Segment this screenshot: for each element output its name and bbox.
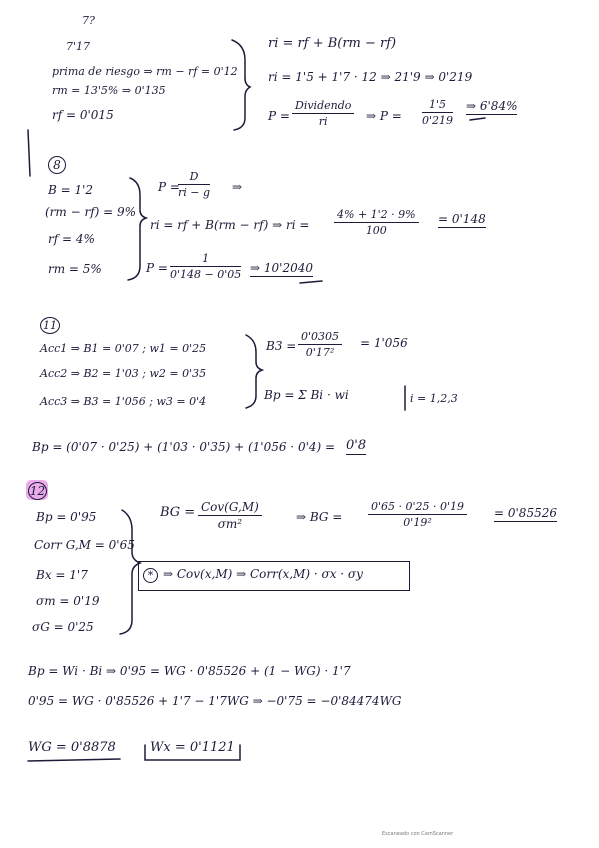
q7-p-mid: ⇒ P = bbox=[366, 109, 402, 123]
q7-p-numerator-2: 1'5 bbox=[422, 98, 453, 113]
q11-b3-fraction bbox=[298, 330, 342, 359]
q11-acc3: Acc3 ⇒ B3 = 1'056 ; w3 = 0'4 bbox=[40, 395, 207, 408]
q12-wx: Wx = 0'1121 bbox=[150, 740, 235, 755]
q12-wg: WG = 0'8878 bbox=[28, 740, 116, 755]
q12-bx: Bx = 1'7 bbox=[36, 568, 88, 582]
q8-p-label: P = bbox=[158, 180, 180, 194]
q8-p2-denominator: 0'148 − 0'05 bbox=[170, 268, 242, 281]
q8-p-fraction bbox=[178, 170, 210, 199]
q12-sigma-g: σG = 0'25 bbox=[32, 620, 94, 634]
q11-result-line: Bp = (0'07 · 0'25) + (1'03 · 0'35) + (1'056 · 0'4) = bbox=[32, 440, 336, 454]
q12-sigma-m: σm = 0'19 bbox=[36, 594, 100, 608]
q12-star-marker: * bbox=[143, 568, 158, 583]
scanner-footer: Escaneado con CamScanner bbox=[382, 831, 454, 837]
q7-ri-calc: ri = 1'5 + 1'7 · 12 ⇒ 21'9 ⇒ 0'219 bbox=[268, 70, 473, 84]
q7-p-fraction bbox=[292, 99, 354, 128]
q7-rm: rm = 13'5% ⇒ 0'135 bbox=[52, 84, 166, 97]
q12-bg-fraction-2 bbox=[368, 500, 467, 529]
q8-p2-fraction bbox=[170, 252, 241, 281]
q8-market-premium: (rm − rf) = 9% bbox=[45, 205, 137, 219]
q11-b3-denominator: 0'17² bbox=[305, 346, 335, 359]
q11-b3-result: = 1'056 bbox=[360, 336, 408, 350]
q8-ri-result: = 0'148 bbox=[438, 212, 486, 226]
q7-capm: ri = rf + B(rm − rf) bbox=[268, 36, 397, 51]
q7-p-denominator-2: 0'219 bbox=[422, 114, 454, 127]
q11-result-value: 0'8 bbox=[346, 438, 367, 453]
q12-corr: Corr G,M = 0'65 bbox=[34, 538, 135, 552]
q12-bg-fraction bbox=[198, 500, 262, 531]
q7-risk-premium: prima de riesgo ⇒ rm − rf = 0'12 bbox=[52, 65, 238, 78]
q12-line-1: Bp = Wi · Bi ⇒ 0'95 = WG · 0'85526 + (1 − WG) · 1'7 bbox=[28, 664, 351, 678]
q8-ri-numerator: 4% + 1'2 · 9% bbox=[334, 208, 419, 223]
q12-bg-denominator: σm² bbox=[217, 517, 243, 531]
q11-acc2: Acc2 ⇒ B2 = 1'03 ; w2 = 0'35 bbox=[40, 367, 207, 380]
q7-p-fraction-2 bbox=[422, 98, 453, 127]
q12-bg-denominator-2: 0'19² bbox=[403, 516, 432, 529]
q7-p-denominator: ri bbox=[318, 115, 328, 128]
q7-sub: 7'17 bbox=[66, 40, 91, 53]
q11-b3-numerator: 0'0305 bbox=[298, 330, 342, 345]
q8-p2-numerator: 1 bbox=[170, 252, 241, 267]
q12-bg-numerator-2: 0'65 · 0'25 · 0'19 bbox=[368, 500, 467, 515]
q12-cov-box bbox=[138, 561, 410, 591]
q12-bg-mid: ⇒ BG = bbox=[296, 510, 343, 524]
q7-rf: rf = 0'015 bbox=[52, 108, 114, 122]
q7-result: ⇒ 6'84% bbox=[466, 99, 518, 113]
q8-p-denominator: ri − g bbox=[178, 186, 211, 199]
q8-rm: rm = 5% bbox=[48, 262, 102, 276]
q8-ri-denominator: 100 bbox=[365, 224, 387, 237]
q12-bg-numerator: Cov(G,M) bbox=[198, 500, 262, 516]
q8-p2-result: ⇒ 10'2040 bbox=[250, 261, 313, 275]
q12-bg-label: BG = bbox=[160, 505, 196, 520]
q12-bg-result: = 0'85526 bbox=[494, 506, 557, 520]
q11-acc1: Acc1 ⇒ B1 = 0'07 ; w1 = 0'25 bbox=[40, 342, 207, 355]
q12-line-2: 0'95 = WG · 0'85526 + 1'7 − 1'7WG ⇒ −0'75 = −0'84474WG bbox=[28, 694, 402, 708]
q8-p2-label: P = bbox=[146, 261, 168, 275]
q12-number: 12 bbox=[29, 484, 46, 498]
q7-p-numerator: Dividendo bbox=[292, 99, 354, 114]
q11-number: 11 bbox=[40, 317, 60, 334]
q7-p-label: P = bbox=[268, 109, 290, 123]
q8-rf: rf = 4% bbox=[48, 232, 95, 246]
q11-bp-sum: Bp = Σ Bi · wi bbox=[264, 388, 349, 402]
q11-b3-label: B3 = bbox=[266, 339, 297, 353]
q8-p-arrow: ⇒ bbox=[232, 180, 243, 194]
q12-bp: Bp = 0'95 bbox=[36, 510, 97, 524]
q7-header: 7? bbox=[82, 14, 95, 27]
q8-number: 8 bbox=[48, 156, 66, 174]
q8-beta: B = 1'2 bbox=[48, 183, 94, 197]
q8-ri-equation: ri = rf + B(rm − rf) ⇒ ri = bbox=[150, 218, 310, 232]
q12-cov-formula: ⇒ Cov(x,M) ⇒ Corr(x,M) · σx · σy bbox=[163, 567, 363, 581]
q8-ri-fraction bbox=[334, 208, 419, 237]
q11-bp-index: i = 1,2,3 bbox=[410, 392, 458, 405]
q8-p-numerator: D bbox=[178, 170, 210, 185]
